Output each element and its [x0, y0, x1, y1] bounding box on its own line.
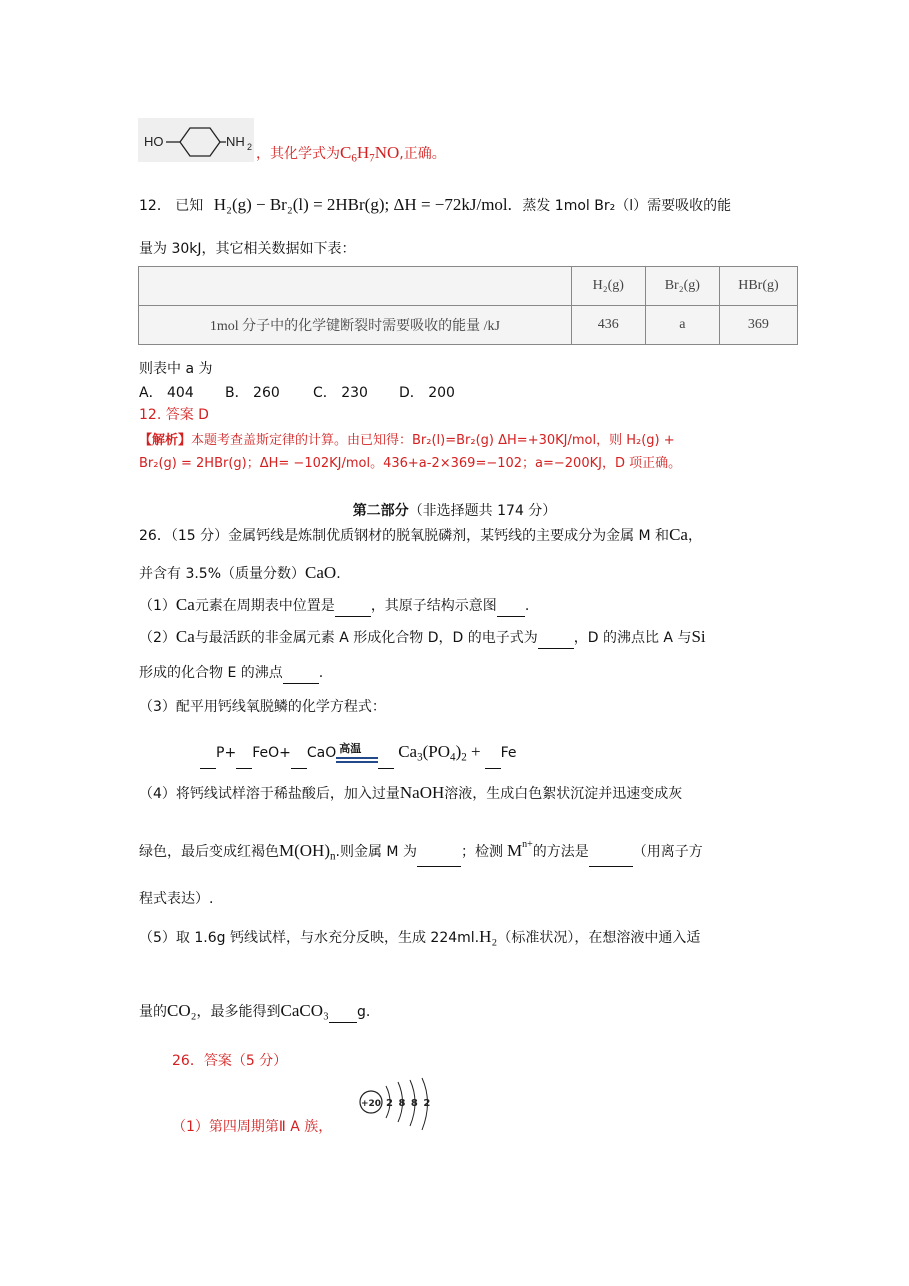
- p2-text: 与最活跃的非金属元素 A 形成化合物 D，D 的电子式为: [194, 630, 538, 646]
- p5-text2c: g.: [356, 1004, 371, 1020]
- si-symbol: Si: [691, 627, 706, 646]
- p4-text2e: （用离子方: [632, 844, 703, 860]
- p1-text2: ，其原子结构示意图: [370, 598, 497, 614]
- part2-title: 第二部分: [352, 503, 409, 519]
- q26-part4-line2: [139, 834, 809, 867]
- option-c: C． 230: [313, 385, 368, 401]
- mn-symbol: [507, 841, 533, 860]
- table-row: [139, 267, 798, 306]
- condition-label: 高温: [339, 742, 362, 756]
- p2-text2: ，D 的沸点比 A 与: [573, 630, 692, 646]
- naoh-symbol: NaOH: [399, 783, 445, 802]
- nucleus-label: +20: [360, 1099, 382, 1109]
- q11-formula-line: [256, 142, 446, 169]
- coef-blank[interactable]: [291, 754, 307, 769]
- q26-line1: [139, 524, 809, 547]
- q11-text-before: ，其化学式为: [256, 146, 340, 162]
- q12-text1: 蒸发 1mol Br₂（l）需要吸收的能: [522, 198, 732, 214]
- cao-symbol: CaO: [305, 563, 337, 582]
- q12-line1: [139, 194, 809, 217]
- p5-text1b: （标准状况），在想溶液中通入适: [497, 930, 701, 946]
- molecule-right-sub: 2: [247, 142, 253, 152]
- q12-known: 已知: [175, 198, 204, 214]
- q12-analysis-line1: [139, 430, 809, 452]
- equals-line: [336, 757, 378, 759]
- h2-symbol: H₂: [479, 927, 498, 946]
- option-d: D． 200: [399, 385, 455, 401]
- table-header-cell: Br₂(g): [645, 267, 719, 306]
- p4-text1-end: 溶液，生成白色絮状沉淀并迅速变成灰: [444, 786, 683, 802]
- p4-text1: （4）将钙线试样溶于稀盐酸后，加入过量: [139, 786, 400, 802]
- answer-blank[interactable]: [589, 852, 633, 867]
- answer-blank[interactable]: [329, 1008, 357, 1023]
- q11-text-after: ,正确。: [399, 146, 446, 162]
- co2-symbol: CO₂: [167, 1001, 197, 1020]
- coef-blank[interactable]: [200, 754, 216, 769]
- moh-sub: n: [330, 850, 336, 863]
- p1-end: .: [524, 598, 530, 614]
- answer-blank[interactable]: [497, 602, 525, 617]
- table-header-cell: HBr(g): [719, 267, 797, 306]
- table-cell: a: [645, 306, 719, 345]
- eq-p: P+: [216, 745, 237, 761]
- q12-question: 则表中 a 为: [139, 361, 213, 377]
- p4-text2c: ；检测: [460, 844, 503, 860]
- answer-blank[interactable]: [417, 852, 461, 867]
- p5-text2a: 量的: [139, 1004, 167, 1020]
- answer-blank[interactable]: [538, 634, 574, 649]
- table-cell: 369: [719, 306, 797, 345]
- p5-text2b: ，最多能得到: [196, 1004, 281, 1020]
- eq-feo: FeO+: [252, 745, 291, 761]
- moh-text: M(OH): [279, 841, 330, 860]
- aminophenol-structure-icon: [138, 118, 254, 162]
- q26-part5-line1: [139, 926, 809, 949]
- eq-product: $Ca_3(PO_4)_2$ +: [398, 742, 481, 764]
- p5-text1a: （5）取 1.6g 钙线试样，与水充分反映，生成 224ml.: [139, 930, 480, 946]
- p4-text2d: 的方法是: [532, 844, 589, 860]
- q26-text1: 26．（15 分）金属钙线是炼制优质钢材的脱氧脱磷剂，某钙线的主要成分为金属 M 和: [139, 528, 670, 544]
- q26-line2: [139, 562, 809, 585]
- molecule-right-label: NH: [226, 134, 245, 149]
- eq-cao: CaO: [306, 745, 337, 761]
- p1-label: （1）: [139, 598, 176, 614]
- q12-equation: H₂(g) − Br₂(l) = 2HBr(g); ΔH = −72kJ/mol.: [213, 195, 512, 214]
- p1-text: 元素在周期表中位置是: [194, 598, 335, 614]
- q12-options: [139, 382, 809, 404]
- atom-structure-diagram: [356, 1076, 440, 1132]
- analysis-text1: 本题考查盖斯定律的计算。由已知得：Br₂(l)=Br₂(g) ΔH=+30KJ/mol，则 H₂(g) +: [191, 433, 675, 448]
- table-header-cell: H₂(g): [571, 267, 645, 306]
- q26-text2: 并含有 3.5%（质量分数）: [139, 566, 306, 582]
- q26-part2: [139, 626, 809, 649]
- mn-sup: n+: [522, 839, 533, 850]
- part2-subtitle: （非选择题共 174 分）: [408, 503, 557, 519]
- q11-formula: $C_6H_7NO$: [340, 143, 400, 165]
- q12-line2: 量为 30kJ，其它相关数据如下表：: [139, 241, 356, 257]
- moh-symbol: [279, 841, 336, 863]
- equals-line: [336, 761, 378, 763]
- q26-part2-line2: [139, 662, 809, 684]
- coef-blank[interactable]: [236, 754, 252, 769]
- q26-part3: （3）配平用钙线氧脱鳞的化学方程式：: [139, 699, 386, 715]
- p2-label: （2）: [139, 630, 176, 646]
- table-header-cell: [139, 267, 572, 306]
- molecule-structure-image: [138, 118, 254, 162]
- q26-line1-end: ，: [687, 528, 702, 544]
- table-row: [139, 306, 798, 345]
- shell-electrons: 2 8 8 2: [386, 1098, 431, 1109]
- q26-equation: [200, 740, 809, 769]
- q26-part4-line1: [139, 782, 809, 805]
- answer-blank[interactable]: [283, 669, 319, 684]
- p2-end: .: [318, 665, 324, 681]
- answer-blank[interactable]: [335, 602, 371, 617]
- molecule-left-label: HO: [144, 134, 164, 149]
- q26-part5-line2: [139, 1000, 809, 1023]
- q26-part4-line3: 程式表达）.: [139, 891, 214, 907]
- p2-line2-text: 形成的化合物 E 的沸点: [139, 665, 283, 681]
- q12-number: 12．: [139, 198, 171, 214]
- part2-heading: [0, 500, 909, 522]
- p4-text2a: 绿色，最后变成红褐色: [139, 844, 279, 860]
- coef-blank[interactable]: [485, 754, 501, 769]
- reaction-arrow: [336, 742, 378, 769]
- q26-answer: 26．答案（5 分）: [172, 1053, 288, 1069]
- eq-fe: Fe: [500, 745, 517, 761]
- q26-part1: [139, 594, 809, 617]
- ca-symbol: Ca: [175, 595, 195, 614]
- p4-text2b: .则金属 M 为: [335, 844, 417, 860]
- atom-shell-icon: [356, 1076, 440, 1132]
- q12-analysis-line2: Br₂(g) = 2HBr(g)；ΔH= −102KJ/mol。436+a-2×369=−102；a=−200KJ，D 项正确。: [139, 456, 682, 471]
- q12-answer: 12. 答案 D: [139, 407, 209, 423]
- q12-data-table: [138, 266, 798, 345]
- table-cell: 436: [571, 306, 645, 345]
- mn-text: M: [506, 841, 523, 860]
- coef-blank[interactable]: [378, 754, 394, 769]
- caco3-symbol: CaCO₃: [280, 1001, 329, 1020]
- table-row-label: 1mol 分子中的化学键断裂时需要吸收的能量 /kJ: [139, 306, 572, 345]
- q26-answer-part1: （1）第四周期第Ⅱ A 族，: [172, 1119, 333, 1135]
- option-b: B． 260: [225, 385, 280, 401]
- analysis-tag: 【解析】: [139, 433, 192, 448]
- q26-line2-end: .: [336, 566, 341, 582]
- option-a: A． 404: [139, 385, 194, 401]
- ca-symbol: Ca: [175, 627, 195, 646]
- ca-symbol: Ca: [669, 525, 688, 544]
